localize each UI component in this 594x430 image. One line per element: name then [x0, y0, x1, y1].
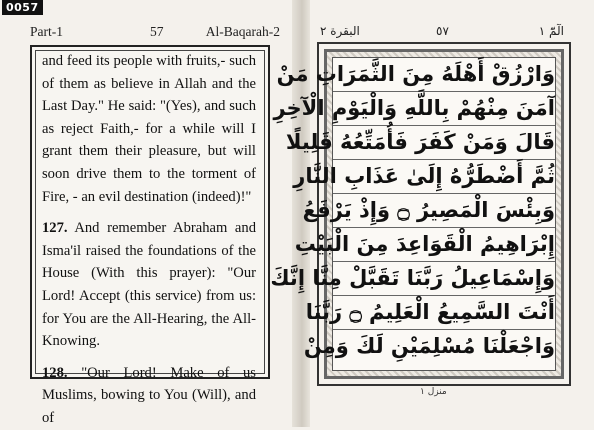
arabic-line: وَاجْعَلْنَا مُسْلِمَيْنِ لَكَ وَمِنْ — [303, 334, 555, 358]
page-number: 57 — [150, 24, 164, 39]
surah-label: Al-Baqarah-2 — [205, 24, 280, 39]
part-label: Part-1 — [30, 24, 63, 39]
arabic-line: آمَنَ مِنْهُمْ بِاللَّهِ وَالْيَوْمِ الْآخِرِ — [333, 92, 555, 126]
arabic-text-frame — [270, 42, 571, 386]
paragraph — [42, 50, 256, 208]
manzil-marker: منزل ١ — [420, 387, 447, 397]
surah-label-arabic: البقرة ٢ — [320, 24, 360, 38]
verse-number: 127. — [42, 220, 68, 237]
verse-number: 128. — [42, 364, 68, 381]
paragraph-text: "Our Lord! Make of us Muslims, bowing to You (Will), and of — [42, 364, 256, 426]
arabic-line: إِبْرَاهِيمُ الْقَوَاعِدَ مِنَ الْبَيْتِ — [333, 228, 555, 262]
arabic-text-area — [270, 57, 556, 371]
paragraph — [42, 362, 256, 430]
arabic-line: ثُمَّ أَضْطَرُّهُ إِلَىٰ عَذَابِ النَّارِ — [333, 160, 555, 194]
juz-label-arabic: الٓمّٓ ١ — [538, 24, 564, 38]
arabic-line: وَبِئْسَ الْمَصِيرُ ۝ وَإِذْ يَرْفَعُ — [333, 194, 555, 228]
paragraph-text: and feed its people with fruits,- such of them as believe in Allah and the Last Day." He said: "(Yes), and such as reject Faith,- for a while will I grant them their pleasure, but will soon drive them to the torment of Fire, - an evil destination (indeed)!" — [42, 53, 256, 205]
translation-text — [42, 50, 256, 430]
paragraph-text: And remember Abraham and Isma'il raised the foundations of the House (With this prayer): "Our Lord! Accept (this service) from us: for You are the All-Hearing, the All-Knowing. — [42, 220, 256, 350]
translation-box — [30, 45, 270, 426]
arabic-line: أَنْتَ السَّمِيعُ الْعَلِيمُ ۝ رَبَّنَا — [333, 296, 555, 330]
scan-number-tag: 0057 — [2, 0, 43, 15]
page-number-arabic: ٥٧ — [436, 24, 449, 38]
left-page-header — [30, 24, 286, 42]
paragraph — [42, 217, 256, 353]
arabic-line: وَارْزُقْ أَهْلَهُ مِنَ الثَّمَرَاتِ مَنْ — [333, 58, 555, 92]
arabic-line: قَالَ وَمَنْ كَفَرَ فَأُمَتِّعُهُ قَلِيلًا — [333, 126, 555, 160]
arabic-line: وَإِسْمَاعِيلُ رَبَّنَا تَقَبَّلْ مِنَّا إِنَّكَ — [333, 262, 555, 296]
right-page-header — [318, 24, 568, 42]
